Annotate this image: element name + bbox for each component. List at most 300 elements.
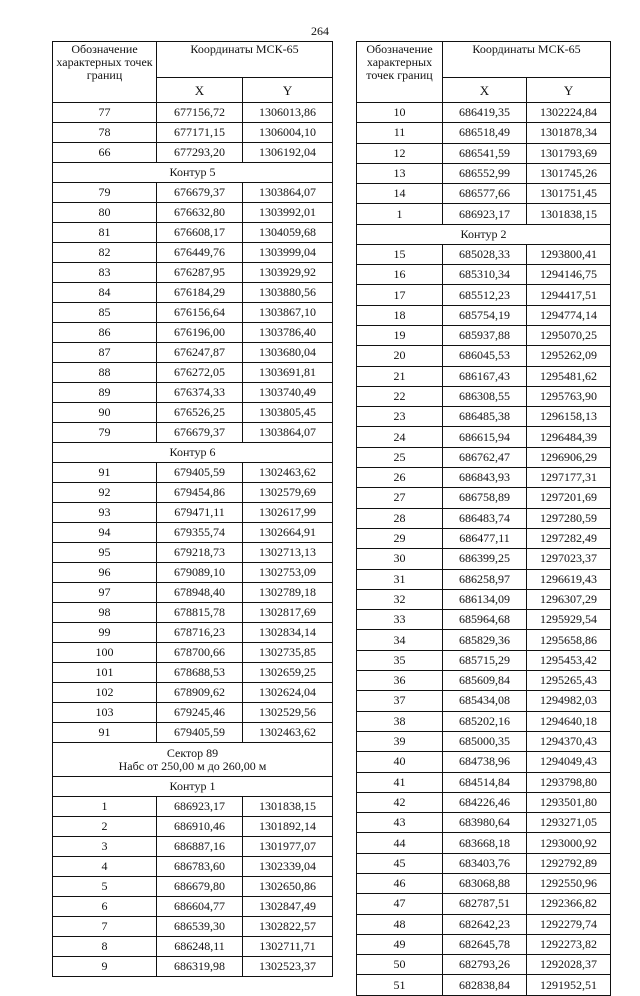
table-row [357, 752, 611, 772]
x-cell: 683668,18 [443, 833, 527, 853]
y-cell: 1302735,85 [243, 643, 333, 663]
y-cell: 1304059,68 [243, 223, 333, 243]
table-row [357, 204, 611, 224]
x-cell: 679245,46 [157, 703, 243, 723]
table-row [357, 285, 611, 305]
table-row [53, 623, 333, 643]
section-row [53, 777, 333, 797]
point-cell: 90 [53, 403, 157, 423]
x-cell: 686399,25 [443, 549, 527, 569]
y-cell: 1303880,56 [243, 283, 333, 303]
x-cell: 679089,10 [157, 563, 243, 583]
table-row [357, 103, 611, 123]
y-cell: 1302753,09 [243, 563, 333, 583]
point-cell: 19 [357, 325, 443, 345]
point-column-header: Обозначение характерных точек границ [53, 42, 157, 103]
x-cell: 685964,68 [443, 610, 527, 630]
table-row [357, 691, 611, 711]
y-cell: 1302847,49 [243, 897, 333, 917]
point-cell: 50 [357, 955, 443, 975]
x-cell: 676632,80 [157, 203, 243, 223]
table-row [357, 569, 611, 589]
y-cell: 1301838,15 [243, 797, 333, 817]
point-cell: 32 [357, 589, 443, 609]
table-row [53, 203, 333, 223]
section-row [53, 163, 333, 183]
y-cell: 1302822,57 [243, 917, 333, 937]
y-cell: 1302789,18 [243, 583, 333, 603]
point-cell: 3 [53, 837, 157, 857]
point-cell: 95 [53, 543, 157, 563]
y-cell: 1295265,43 [527, 671, 611, 691]
section-label: Контур 2 [460, 226, 507, 241]
x-cell: 676608,17 [157, 223, 243, 243]
section-title [53, 163, 333, 183]
left-table-body [53, 103, 333, 977]
coords-column-header: Координаты МСК-65 [157, 42, 333, 78]
section-label: Контур 6 [169, 445, 216, 459]
table-row [53, 543, 333, 563]
table-row [53, 583, 333, 603]
y-cell: 1295070,25 [527, 325, 611, 345]
point-cell: 40 [357, 752, 443, 772]
point-cell: 79 [53, 183, 157, 203]
point-cell: 42 [357, 792, 443, 812]
y-cell: 1297282,49 [527, 528, 611, 548]
y-cell: 1302834,14 [243, 623, 333, 643]
table-row [357, 265, 611, 285]
y-cell: 1302650,86 [243, 877, 333, 897]
table-row [53, 937, 333, 957]
point-cell: 2 [53, 817, 157, 837]
x-cell: 686419,35 [443, 103, 527, 123]
point-cell: 103 [53, 703, 157, 723]
point-cell: 29 [357, 528, 443, 548]
y-cell: 1296484,39 [527, 427, 611, 447]
x-cell: 678815,78 [157, 603, 243, 623]
y-cell: 1301793,69 [527, 143, 611, 163]
y-cell: 1302817,69 [243, 603, 333, 623]
y-cell: 1292366,82 [527, 894, 611, 914]
section-label: Контур 1 [169, 779, 216, 793]
point-cell: 22 [357, 386, 443, 406]
point-cell: 98 [53, 603, 157, 623]
y-cell: 1294982,03 [527, 691, 611, 711]
x-cell: 676184,29 [157, 283, 243, 303]
table-row [53, 283, 333, 303]
x-cell: 686485,38 [443, 407, 527, 427]
point-cell: 17 [357, 285, 443, 305]
y-cell: 1302711,71 [243, 937, 333, 957]
point-cell: 39 [357, 731, 443, 751]
point-cell: 49 [357, 934, 443, 954]
x-cell: 685310,34 [443, 265, 527, 285]
y-cell: 1292550,96 [527, 873, 611, 893]
table-row [53, 817, 333, 837]
y-cell: 1296619,43 [527, 569, 611, 589]
x-cell: 686615,94 [443, 427, 527, 447]
x-column-header: X [157, 78, 243, 103]
point-cell: 94 [53, 523, 157, 543]
point-cell: 85 [53, 303, 157, 323]
table-row [53, 703, 333, 723]
table-row [357, 427, 611, 447]
section-label: Контур 5 [169, 165, 216, 179]
table-row [53, 663, 333, 683]
point-cell: 88 [53, 363, 157, 383]
x-cell: 679355,74 [157, 523, 243, 543]
y-cell: 1296307,29 [527, 589, 611, 609]
y-cell: 1303691,81 [243, 363, 333, 383]
y-cell: 1294640,18 [527, 711, 611, 731]
point-cell: 16 [357, 265, 443, 285]
table-row [53, 523, 333, 543]
x-cell: 676449,76 [157, 243, 243, 263]
section-title [53, 443, 333, 463]
point-cell: 28 [357, 508, 443, 528]
y-cell: 1293000,92 [527, 833, 611, 853]
point-cell: 37 [357, 691, 443, 711]
point-cell: 77 [53, 103, 157, 123]
section-row [53, 743, 333, 777]
x-cell: 686552,99 [443, 163, 527, 183]
point-cell: 11 [357, 123, 443, 143]
y-cell: 1301838,15 [527, 204, 611, 224]
y-cell: 1294146,75 [527, 265, 611, 285]
y-cell: 1294370,43 [527, 731, 611, 751]
x-cell: 676247,87 [157, 343, 243, 363]
table-row [357, 366, 611, 386]
y-cell: 1297177,31 [527, 468, 611, 488]
point-cell: 100 [53, 643, 157, 663]
x-cell: 678688,53 [157, 663, 243, 683]
point-cell: 1 [53, 797, 157, 817]
y-cell: 1303805,45 [243, 403, 333, 423]
table-row [357, 813, 611, 833]
point-cell: 25 [357, 447, 443, 467]
point-cell: 9 [53, 957, 157, 977]
table-row [357, 184, 611, 204]
x-cell: 686541,59 [443, 143, 527, 163]
x-cell: 676679,37 [157, 423, 243, 443]
x-cell: 686539,30 [157, 917, 243, 937]
x-cell: 678909,62 [157, 683, 243, 703]
y-cell: 1296158,13 [527, 407, 611, 427]
y-cell: 1306192,04 [243, 143, 333, 163]
table-row [53, 263, 333, 283]
x-cell: 685829,36 [443, 630, 527, 650]
x-cell: 686923,17 [157, 797, 243, 817]
point-cell: 35 [357, 650, 443, 670]
table-row [357, 508, 611, 528]
table-row [53, 383, 333, 403]
x-cell: 677156,72 [157, 103, 243, 123]
y-cell: 1302664,91 [243, 523, 333, 543]
x-cell: 686762,47 [443, 447, 527, 467]
point-cell: 13 [357, 163, 443, 183]
y-cell: 1301977,07 [243, 837, 333, 857]
point-cell: 89 [53, 383, 157, 403]
table-row [53, 723, 333, 743]
table-row [53, 603, 333, 623]
y-column-header: Y [243, 78, 333, 103]
table-row [357, 589, 611, 609]
y-cell: 1297023,37 [527, 549, 611, 569]
point-cell: 48 [357, 914, 443, 934]
point-column-header: Обозначение характерных точек границ [357, 42, 443, 103]
table-row [357, 549, 611, 569]
x-cell: 678948,40 [157, 583, 243, 603]
x-cell: 684738,96 [443, 752, 527, 772]
section-title [53, 777, 333, 797]
table-row [53, 123, 333, 143]
x-cell: 685028,33 [443, 244, 527, 264]
y-cell: 1302529,56 [243, 703, 333, 723]
y-cell: 1302659,25 [243, 663, 333, 683]
x-cell: 685000,35 [443, 731, 527, 751]
y-cell: 1295929,54 [527, 610, 611, 630]
y-cell: 1293800,41 [527, 244, 611, 264]
y-cell: 1295453,42 [527, 650, 611, 670]
x-cell: 678700,66 [157, 643, 243, 663]
x-cell: 686604,77 [157, 897, 243, 917]
point-cell: 51 [357, 975, 443, 995]
table-row [357, 650, 611, 670]
point-cell: 80 [53, 203, 157, 223]
point-cell: 41 [357, 772, 443, 792]
x-cell: 679405,59 [157, 723, 243, 743]
x-cell: 682838,84 [443, 975, 527, 995]
x-cell: 686258,97 [443, 569, 527, 589]
table-row [53, 243, 333, 263]
table-row [53, 797, 333, 817]
table-row [357, 305, 611, 325]
y-cell: 1302224,84 [527, 103, 611, 123]
y-cell: 1303680,04 [243, 343, 333, 363]
table-row [357, 244, 611, 264]
x-cell: 685754,19 [443, 305, 527, 325]
right-table-body [357, 103, 611, 996]
y-cell: 1302463,62 [243, 463, 333, 483]
x-cell: 679454,86 [157, 483, 243, 503]
point-cell: 38 [357, 711, 443, 731]
point-cell: 1 [357, 204, 443, 224]
y-cell: 1296906,29 [527, 447, 611, 467]
x-cell: 686045,53 [443, 346, 527, 366]
point-cell: 12 [357, 143, 443, 163]
x-cell: 686783,60 [157, 857, 243, 877]
x-cell: 682645,78 [443, 934, 527, 954]
y-cell: 1306013,86 [243, 103, 333, 123]
table-row [357, 163, 611, 183]
x-cell: 686167,43 [443, 366, 527, 386]
y-cell: 1302579,69 [243, 483, 333, 503]
x-column-header: X [443, 78, 527, 103]
y-cell: 1297280,59 [527, 508, 611, 528]
x-cell: 682787,51 [443, 894, 527, 914]
table-row [357, 853, 611, 873]
y-cell: 1302463,62 [243, 723, 333, 743]
x-cell: 682642,23 [443, 914, 527, 934]
point-cell: 45 [357, 853, 443, 873]
section-title [357, 224, 611, 244]
y-cell: 1294774,14 [527, 305, 611, 325]
point-cell: 79 [53, 423, 157, 443]
point-cell: 6 [53, 897, 157, 917]
point-cell: 102 [53, 683, 157, 703]
point-cell: 47 [357, 894, 443, 914]
x-cell: 686248,11 [157, 937, 243, 957]
y-cell: 1301878,34 [527, 123, 611, 143]
point-cell: 66 [53, 143, 157, 163]
point-cell: 30 [357, 549, 443, 569]
table-row [357, 731, 611, 751]
y-cell: 1303864,07 [243, 183, 333, 203]
point-cell: 4 [53, 857, 157, 877]
y-cell: 1295763,90 [527, 386, 611, 406]
y-cell: 1291952,51 [527, 975, 611, 995]
x-cell: 676272,05 [157, 363, 243, 383]
table-row [53, 857, 333, 877]
table-row [357, 468, 611, 488]
point-cell: 101 [53, 663, 157, 683]
table-row [357, 772, 611, 792]
y-cell: 1306004,10 [243, 123, 333, 143]
table-row [53, 897, 333, 917]
table-row [357, 792, 611, 812]
table-row [357, 630, 611, 650]
point-cell: 26 [357, 468, 443, 488]
y-cell: 1293501,80 [527, 792, 611, 812]
table-row [53, 103, 333, 123]
y-cell: 1303740,49 [243, 383, 333, 403]
table-row [53, 143, 333, 163]
table-row [357, 528, 611, 548]
y-cell: 1293798,80 [527, 772, 611, 792]
table-row [53, 183, 333, 203]
x-cell: 686477,11 [443, 528, 527, 548]
point-cell: 21 [357, 366, 443, 386]
x-cell: 686483,74 [443, 508, 527, 528]
point-cell: 31 [357, 569, 443, 589]
point-cell: 91 [53, 463, 157, 483]
x-cell: 685715,29 [443, 650, 527, 670]
table-row [357, 610, 611, 630]
y-cell: 1302713,13 [243, 543, 333, 563]
x-cell: 686910,46 [157, 817, 243, 837]
table-row [357, 407, 611, 427]
point-cell: 8 [53, 937, 157, 957]
y-cell: 1301745,26 [527, 163, 611, 183]
table-row [53, 503, 333, 523]
page-number: 264 [311, 24, 329, 38]
y-cell: 1295481,62 [527, 366, 611, 386]
point-cell: 82 [53, 243, 157, 263]
point-cell: 91 [53, 723, 157, 743]
table-row [53, 363, 333, 383]
y-cell: 1302617,99 [243, 503, 333, 523]
section-title [53, 743, 333, 777]
y-cell: 1301892,14 [243, 817, 333, 837]
y-cell: 1294049,43 [527, 752, 611, 772]
table-row [53, 683, 333, 703]
x-cell: 676526,25 [157, 403, 243, 423]
coordinates-table-left [52, 41, 333, 977]
x-cell: 686758,89 [443, 488, 527, 508]
x-cell: 678716,23 [157, 623, 243, 643]
x-cell: 686577,66 [443, 184, 527, 204]
point-cell: 7 [53, 917, 157, 937]
point-cell: 34 [357, 630, 443, 650]
x-cell: 679471,11 [157, 503, 243, 523]
y-cell: 1292792,89 [527, 853, 611, 873]
x-cell: 684514,84 [443, 772, 527, 792]
point-cell: 99 [53, 623, 157, 643]
table-row [357, 955, 611, 975]
table-row [53, 463, 333, 483]
x-cell: 676287,95 [157, 263, 243, 283]
x-cell: 685512,23 [443, 285, 527, 305]
x-cell: 684226,46 [443, 792, 527, 812]
table-row [53, 957, 333, 977]
y-cell: 1292279,74 [527, 914, 611, 934]
section-row [357, 224, 611, 244]
table-row [357, 447, 611, 467]
x-cell: 686518,49 [443, 123, 527, 143]
table-row [53, 877, 333, 897]
x-cell: 676374,33 [157, 383, 243, 403]
y-column-header: Y [527, 78, 611, 103]
table-row [357, 671, 611, 691]
x-cell: 677293,20 [157, 143, 243, 163]
x-cell: 683980,64 [443, 813, 527, 833]
y-cell: 1301751,45 [527, 184, 611, 204]
table-row [357, 143, 611, 163]
point-cell: 20 [357, 346, 443, 366]
point-cell: 93 [53, 503, 157, 523]
y-cell: 1297201,69 [527, 488, 611, 508]
x-cell: 679405,59 [157, 463, 243, 483]
table-row [53, 323, 333, 343]
y-cell: 1292273,82 [527, 934, 611, 954]
y-cell: 1295262,09 [527, 346, 611, 366]
table-row [357, 123, 611, 143]
y-cell: 1303929,92 [243, 263, 333, 283]
x-cell: 686887,16 [157, 837, 243, 857]
point-cell: 27 [357, 488, 443, 508]
point-cell: 5 [53, 877, 157, 897]
x-cell: 676196,00 [157, 323, 243, 343]
y-cell: 1303867,10 [243, 303, 333, 323]
x-cell: 686843,93 [443, 468, 527, 488]
table-row [53, 343, 333, 363]
section-label: Сектор 89 [166, 745, 219, 760]
x-cell: 683403,76 [443, 853, 527, 873]
x-cell: 686923,17 [443, 204, 527, 224]
x-cell: 676156,64 [157, 303, 243, 323]
table-row [357, 914, 611, 934]
point-cell: 15 [357, 244, 443, 264]
y-cell: 1292028,37 [527, 955, 611, 975]
section-row [53, 443, 333, 463]
point-cell: 92 [53, 483, 157, 503]
point-cell: 43 [357, 813, 443, 833]
x-cell: 685434,08 [443, 691, 527, 711]
section-sublabel: Набс от 250,00 м до 260,00 м [118, 758, 267, 773]
point-cell: 87 [53, 343, 157, 363]
coords-column-header: Координаты МСК-65 [443, 42, 611, 78]
table-row [53, 423, 333, 443]
